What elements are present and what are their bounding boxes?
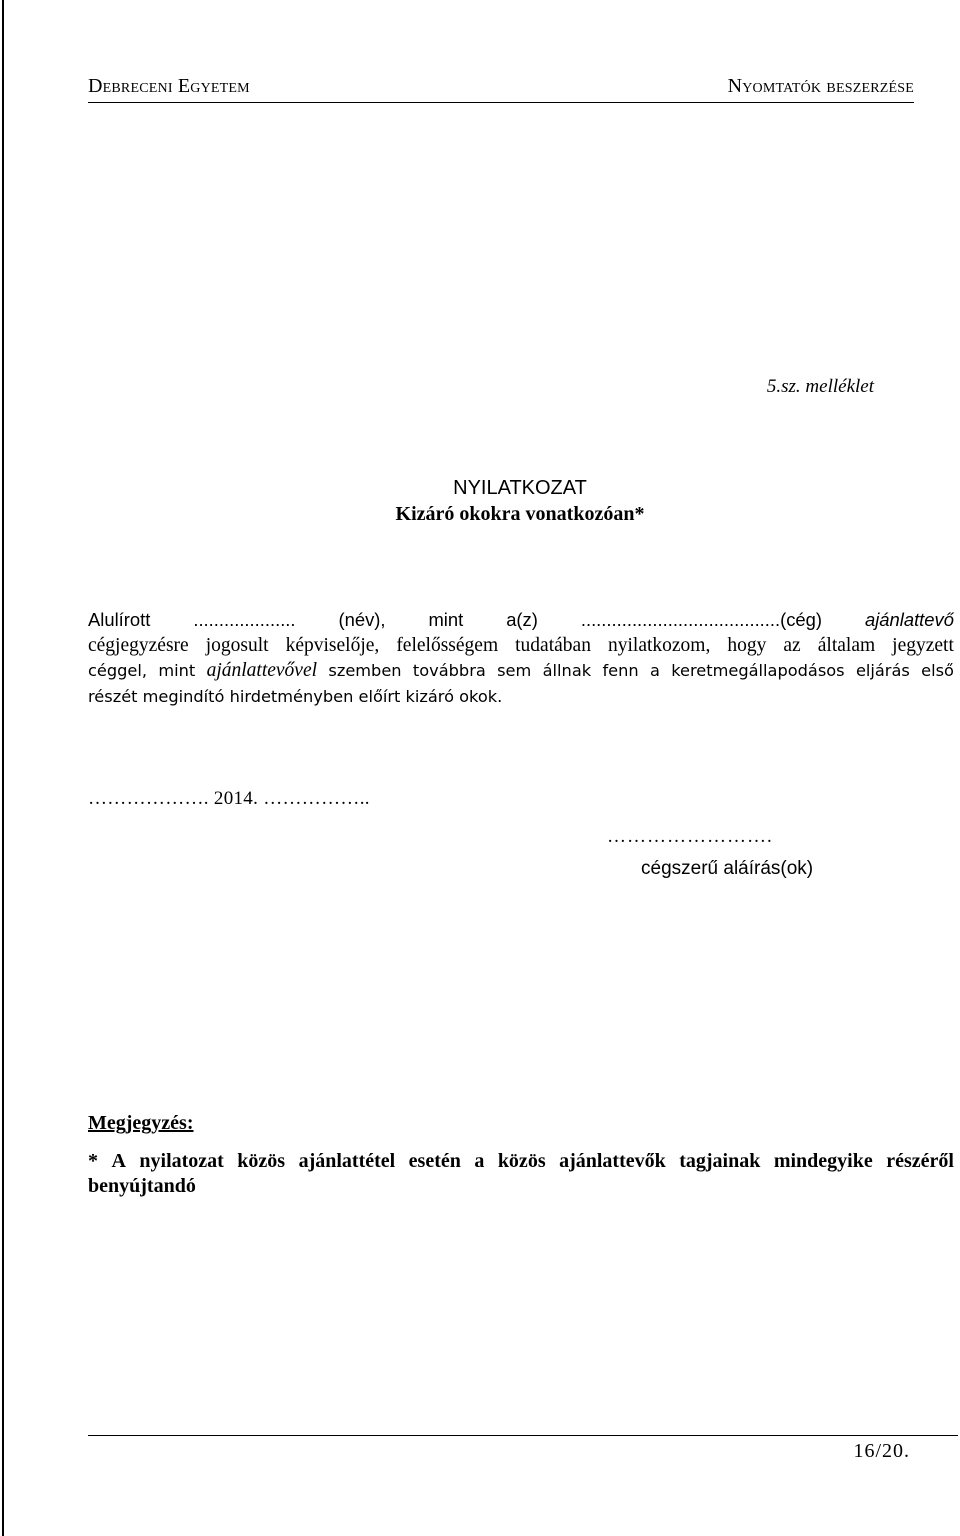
header-subject: Nyomtatók beszerzése — [727, 75, 914, 97]
declaration-paragraph — [88, 607, 954, 709]
header-institution: Debreceni Egyetem — [88, 75, 250, 97]
date-line: ………………. 2014. …………….. — [88, 788, 370, 809]
declaration-line-1: Alulírott .................... (név), mint a(z) .......................................(cég) ajánlattevő — [88, 609, 954, 630]
annex-label: 5.sz. melléklet — [766, 376, 874, 397]
document-subtitle: Kizáró okokra vonatkozóan* — [395, 503, 645, 525]
note-line-1: * A nyilatozat közös ajánlattétel esetén a közös ajánlattevők tagjainak mindegyike részéről — [88, 1150, 954, 1172]
note-text — [88, 1149, 954, 1199]
page-header — [88, 72, 914, 103]
page-number: 16/20. — [853, 1440, 910, 1462]
document-title: NYILATKOZAT — [453, 477, 587, 499]
note-title: Megjegyzés: — [88, 1112, 194, 1134]
note-line-2: benyújtandó — [88, 1175, 196, 1197]
page-left-edge — [2, 0, 4, 1536]
declaration-line-2: cégjegyzésre jogosult képviselője, felelősségem tudatában nyilatkozom, hogy az általam jegyzett — [88, 634, 954, 656]
footer-divider — [88, 1435, 958, 1436]
signature-line: ……………………. — [607, 826, 773, 847]
signature-label: cégszerű aláírás(ok) — [641, 858, 814, 879]
declaration-line-3: céggel, mint ajánlattevővel szemben továbbra sem állnak fenn a keretmegállapodásos eljárás első — [88, 660, 954, 681]
declaration-line-4: részét megindító hirdetményben előírt kizáró okok. — [88, 686, 503, 706]
